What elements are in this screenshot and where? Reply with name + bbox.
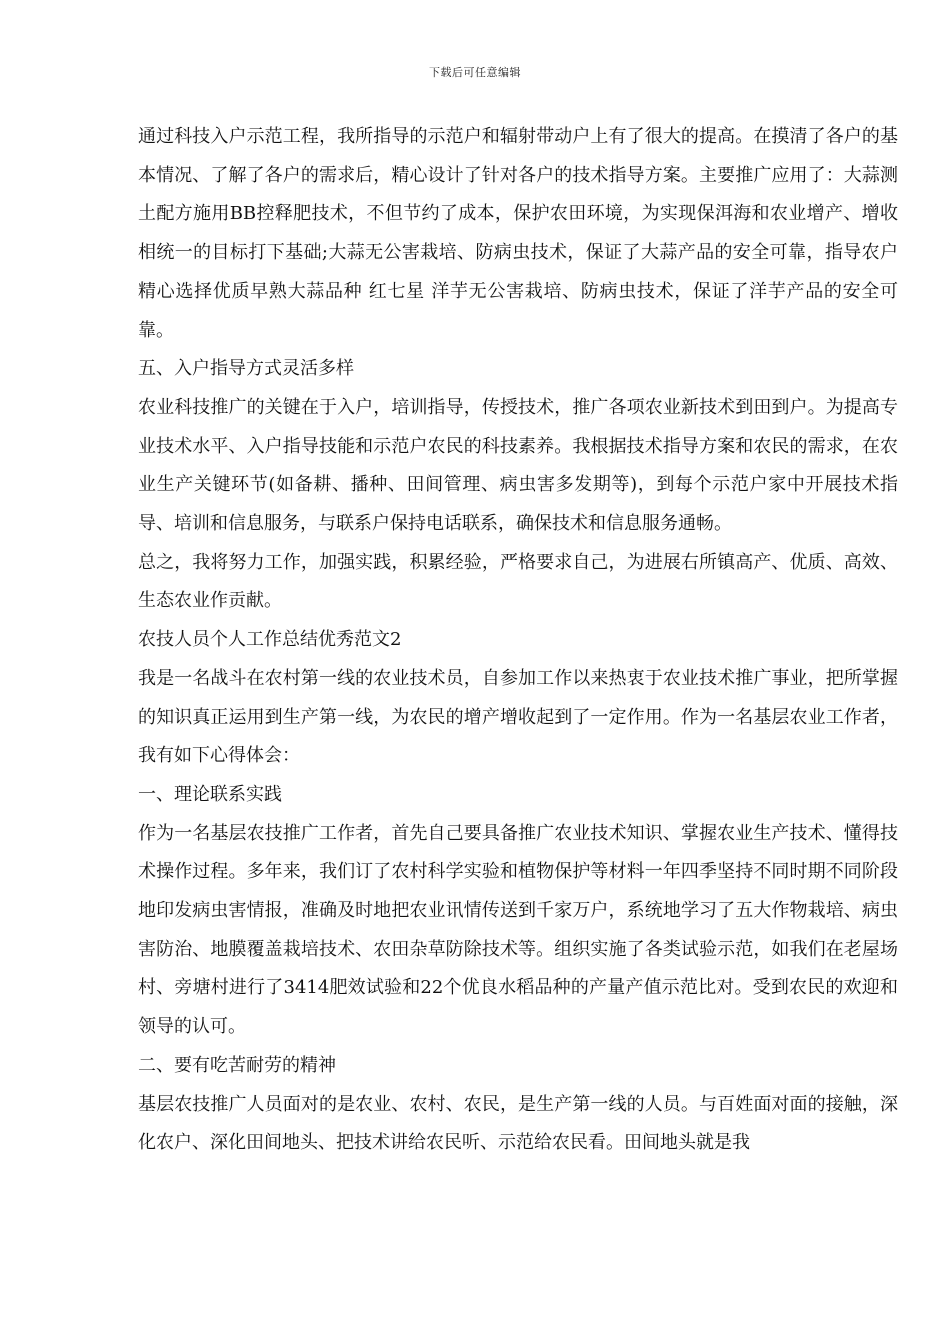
paragraph-intro-2: 我是一名战斗在农村第一线的农业技术员，自参加工作以来热衷于农业技术推广事业，把所掌握的知识真正运用到生产第一线，为农民的增产增收起到了一定作用。作为一名基层农业工作者，我有如下心得体会： bbox=[138, 667, 898, 767]
section-heading-1: 一、理论联系实践 bbox=[138, 783, 282, 805]
section-heading-2: 二、要有吃苦耐劳的精神 bbox=[138, 1054, 336, 1076]
paragraph-conclusion: 总之，我将努力工作，加强实践，积累经验，严格要求自己，为进展右所镇高产、优质、高效、生态农业作贡献。 bbox=[138, 551, 898, 612]
paragraph-household-guidance: 农业科技推广的关键在于入户，培训指导，传授技术，推广各项农业新技术到田到户。为提高专业技术水平、入户指导技能和示范户农民的科技素养。我根据技术指导方案和农民的需求，在农业生产关键环节(如备耕、播种、田间管理、病虫害多发期等)，到每个示范户家中开展技术指导、培训和信息服务，与联系户保持电话联系，确保技术和信息服务通畅。 bbox=[138, 396, 898, 535]
article-title-2: 农技人员个人工作总结优秀范文2 bbox=[138, 629, 402, 651]
paragraph-demo-project: 通过科技入户示范工程，我所指导的示范户和辐射带动户上有了很大的提高。在摸清了各户的基本情况、了解了各户的需求后，精心设计了针对各户的技术指导方案。主要推广应用了：大蒜测土配方施用BB控释肥技术，不但节约了成本，保护农田环境，为实现保洱海和农业增产、增收相统一的目标打下基础;大蒜无公害栽培、防病虫技术，保证了大蒜产品的安全可靠，指导农户精心选择优质早熟大蒜品种 红七星 洋芋无公害栽培、防病虫技术，保证了洋芋产品的安全可靠。 bbox=[138, 126, 898, 341]
page-header-note: 下载后可任意编辑 bbox=[429, 66, 521, 79]
document-body bbox=[138, 118, 898, 1163]
paragraph-hard-work: 基层农技推广人员面对的是农业、农村、农民，是生产第一线的人员。与百姓面对面的接触，深化农户、深化田间地头、把技术讲给农民听、示范给农民看。田间地头就是我 bbox=[138, 1093, 898, 1154]
paragraph-theory-practice: 作为一名基层农技推广工作者，首先自己要具备推广农业技术知识、掌握农业生产技术、懂得技术操作过程。多年来，我们订了农村科学实验和植物保护等材料一年四季坚持不同时期不同阶段地印发病虫害情报，准确及时地把农业讯情传送到千家万户，系统地学习了五大作物栽培、病虫害防治、地膜覆盖栽培技术、农田杂草防除技术等。组织实施了各类试验示范，如我们在老屋场村、旁塘村进行了3414肥效试验和22个优良水稻品种的产量产值示范比对。受到农民的欢迎和领导的认可。 bbox=[138, 822, 898, 1038]
section-heading-5: 五、入户指导方式灵活多样 bbox=[138, 358, 354, 380]
